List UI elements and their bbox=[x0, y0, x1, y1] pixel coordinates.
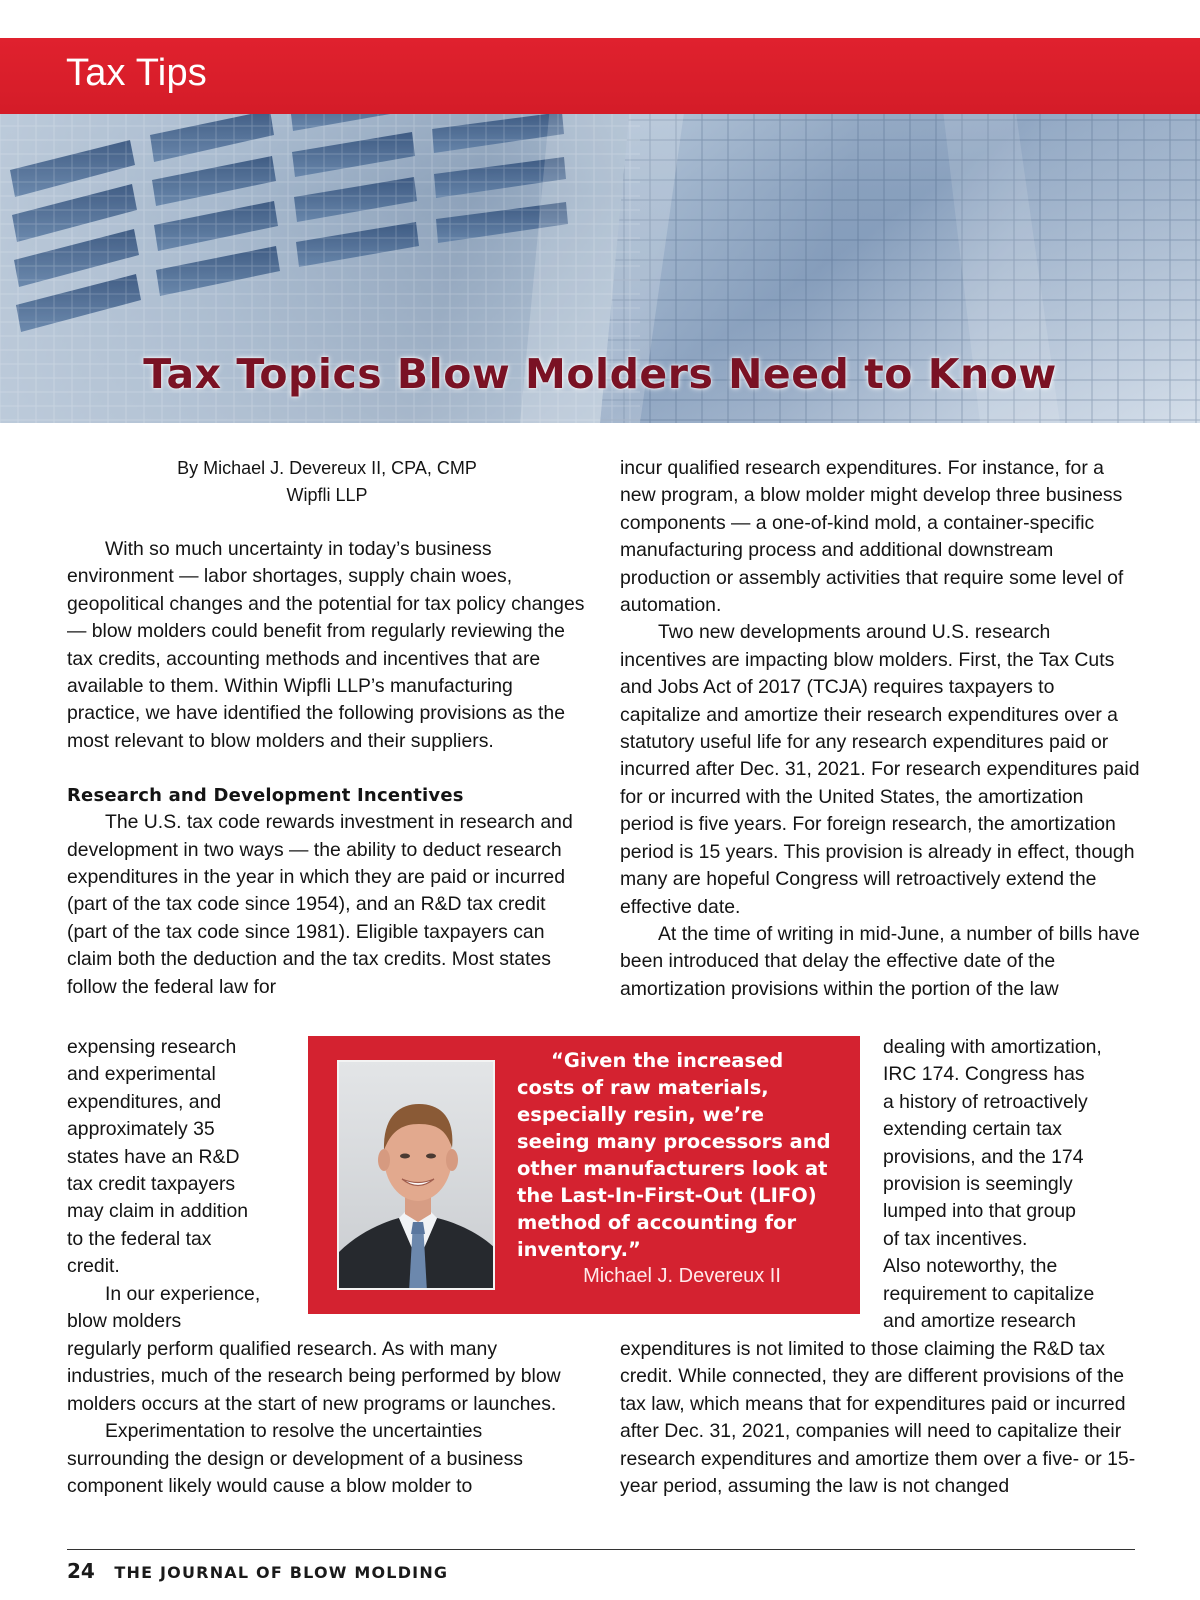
text-line: expenditures, and bbox=[67, 1090, 222, 1113]
left-column-bottom bbox=[67, 1336, 587, 1500]
text-line: In our experience, bbox=[105, 1282, 261, 1305]
text-line: requirement to capitalize bbox=[883, 1282, 1095, 1305]
section-label: Tax Tips bbox=[66, 52, 207, 94]
right-column-wrap bbox=[883, 1034, 1143, 1335]
quote-line: inventory.” bbox=[517, 1238, 641, 1261]
hero-banner bbox=[0, 0, 1200, 423]
text-line: Also noteworthy, the bbox=[883, 1255, 1058, 1278]
text-line: approximately 35 bbox=[67, 1118, 215, 1141]
intro-paragraph: With so much uncertainty in today’s business environment — labor shortages, supply chain woes, geopolitical changes and the potential for tax policy changes — blow molders could benefit from regularly reviewing the tax credits, accounting methods and incentives that are available to them. Within Wipfli LLP’s manufacturing practice, we have identified the following provisions as the most relevant to blow molders and their suppliers. bbox=[67, 538, 585, 752]
text-line: IRC 174. Congress has bbox=[883, 1063, 1085, 1086]
top-margin bbox=[0, 0, 1200, 38]
text-line: expensing research bbox=[67, 1036, 237, 1058]
left-column-top bbox=[67, 455, 587, 1001]
right-paragraph-4: expenditures is not limited to those claiming the R&D tax credit. While connected, they are different provisions of the tax law, which means that for expenditures paid or incurred after Dec. 31, 2021, companies will need to capitalize their research expenditures and amortize them over a five- or 15-year period, assuming the law is not changed bbox=[620, 1338, 1136, 1498]
text-line: may claim in addition bbox=[67, 1200, 249, 1223]
text-line: a history of retroactively bbox=[883, 1090, 1088, 1113]
article-headline: Tax Topics Blow Molders Need to Know bbox=[143, 350, 1057, 398]
pull-quote-text bbox=[517, 1047, 847, 1263]
text-line: blow molders bbox=[67, 1310, 182, 1333]
text-line: provisions, and the 174 bbox=[883, 1145, 1084, 1168]
right-paragraph-2: Two new developments around U.S. research incentives are impacting blow molders. First, the Tax Cuts and Jobs Act of 2017 (TCJA) requires taxpayers to capitalize and amortize their research expenditures over a statutory useful life for any research expenditures paid or incurred after Dec. 31, 2021. For research expenditures paid for or incurred with the United States, the amortization period is five years. For foreign research, the amortization period is 15 years. This provision is already in effect, though many are hopeful Congress will retroactively extend the effective date. bbox=[620, 621, 1140, 918]
rd-paragraph-1: The U.S. tax code rewards investment in research and development in two ways — the ability to deduct research expenditures in the year in which they are paid or incurred (part of the tax code since 1954), and an R&D tax credit (part of the tax code since 1981). Eligible taxpayers can claim both the deduction and the tax credits. Most states follow the federal law for bbox=[67, 811, 573, 998]
portrait-illustration bbox=[339, 1062, 495, 1290]
right-column-bottom bbox=[620, 1336, 1140, 1500]
author-portrait bbox=[337, 1060, 495, 1290]
section-heading: Research and Development Incentives bbox=[67, 785, 464, 807]
right-column-top bbox=[620, 455, 1140, 1003]
quote-line: the Last-In-First-Out (LIFO) bbox=[517, 1184, 817, 1207]
text-line: dealing with amortization, bbox=[883, 1036, 1102, 1058]
quote-line: “Given the increased bbox=[551, 1049, 784, 1072]
quote-line: other manufacturers look at bbox=[517, 1157, 828, 1180]
quote-line: method of accounting for bbox=[517, 1211, 797, 1234]
right-paragraph-3: At the time of writing in mid-June, a number of bills have been introduced that delay the effective date of the amortization provisions within the portion of the law bbox=[620, 922, 1140, 1000]
rd-paragraph-3: Experimentation to resolve the uncertainties surrounding the design or development of a business component likely would cause a blow molder to bbox=[67, 1420, 523, 1498]
text-line: lumped into that group bbox=[883, 1200, 1076, 1223]
byline-author: By Michael J. Devereux II, CPA, CMP bbox=[177, 458, 477, 478]
text-line: and experimental bbox=[67, 1063, 216, 1086]
text-line: states have an R&D bbox=[67, 1145, 240, 1168]
quote-line: seeing many processors and bbox=[517, 1130, 831, 1153]
quote-line: especially resin, we’re bbox=[517, 1103, 764, 1126]
text-line: tax credit taxpayers bbox=[67, 1173, 236, 1196]
page-number: 24 bbox=[67, 1559, 95, 1583]
quote-attribution: Michael J. Devereux II bbox=[583, 1265, 781, 1287]
text-line: to the federal tax bbox=[67, 1227, 212, 1250]
text-line: provision is seemingly bbox=[883, 1173, 1073, 1196]
page-footer bbox=[67, 1559, 448, 1583]
pull-quote-box bbox=[308, 1036, 860, 1314]
publication-name: THE JOURNAL OF BLOW MOLDING bbox=[114, 1563, 449, 1582]
byline-firm: Wipfli LLP bbox=[286, 485, 368, 505]
left-column-wrap bbox=[67, 1034, 292, 1335]
text-line: of tax incentives. bbox=[883, 1227, 1028, 1250]
rd-paragraph-2: regularly perform qualified research. As with many industries, much of the research being performed by blow molders occurs at the start of new programs or launches. bbox=[67, 1338, 561, 1415]
quote-line: costs of raw materials, bbox=[517, 1076, 769, 1099]
text-line: credit. bbox=[67, 1255, 120, 1278]
right-paragraph-1: incur qualified research expenditures. For instance, for a new program, a blow molder might develop three business components — a one-of-kind mold, a container-specific manufacturing process and additional downstream production or assembly activities that require some level of automation. bbox=[620, 457, 1124, 617]
text-line: extending certain tax bbox=[883, 1118, 1062, 1141]
footer-divider bbox=[67, 1549, 1135, 1550]
text-line: and amortize research bbox=[883, 1310, 1076, 1333]
